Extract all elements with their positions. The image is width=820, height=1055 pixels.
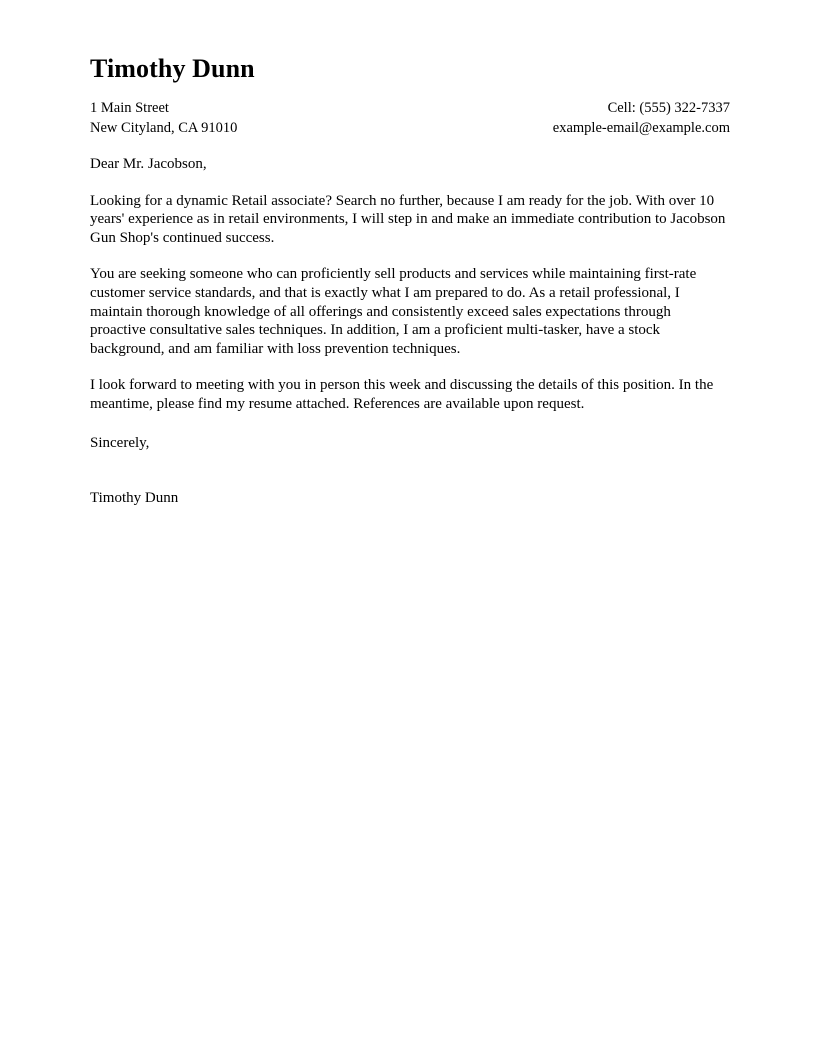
applicant-name: Timothy Dunn (90, 54, 255, 83)
contact-row-secondary (90, 118, 730, 138)
body-paragraph-2: You are seeking someone who can proficiently sell products and services while maintaining first-rate customer service standards, and that is exactly what I am prepared to do. As a retail professional, I maintain thorough knowledge of all offerings and consistently exceed sales expectations through proactive consultative sales techniques. In addition, I am a proficient multi-tasker, have a stock background, and am familiar with loss prevention techniques. (90, 266, 697, 357)
letter-content (90, 55, 730, 508)
salutation: Dear Mr. Jacobson, (90, 155, 207, 172)
address-line-2: New Cityland, CA 91010 (90, 119, 238, 136)
body-paragraph-1: Looking for a dynamic Retail associate? Search no further, because I am ready for the job. With over 10 years' experience as in retail environments, I will step in and make an immediate contribution to Jacobson Gun Shop's continued success. (90, 192, 726, 246)
contact-block (90, 98, 730, 138)
contact-row-primary (90, 98, 730, 118)
address-line-1: 1 Main Street (90, 99, 169, 116)
phone-number: Cell: (555) 322-7337 (607, 99, 730, 116)
signature-name: Timothy Dunn (90, 489, 179, 506)
closing-salutation: Sincerely, (90, 434, 150, 451)
body-paragraph-3: I look forward to meeting with you in person this week and discussing the details of this position. In the meantime, please find my resume attached. References are available upon request. (90, 377, 714, 412)
email-address: example-email@example.com (552, 119, 730, 136)
signature-space (90, 453, 730, 489)
letterhead (90, 55, 730, 138)
